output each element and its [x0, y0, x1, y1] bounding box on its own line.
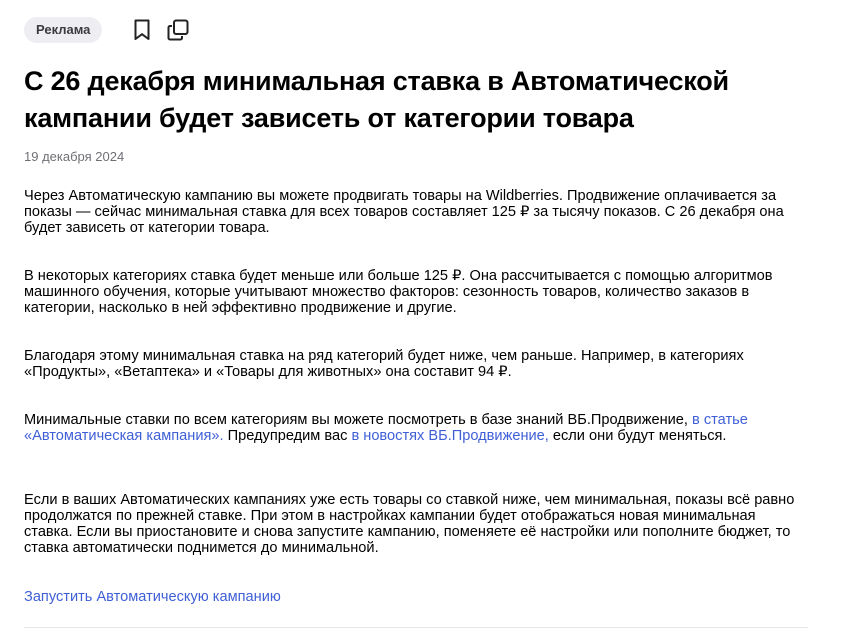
- bottom-divider: [24, 627, 808, 628]
- promotion-news-link[interactable]: в новостях ВБ.Продвижение,: [351, 428, 549, 444]
- copy-icon: [167, 19, 189, 41]
- article-paragraph-2: В некоторых категориях ставка будет меньше или больше 125 ₽. Она рассчитывается с помощью алгоритмов машинного обучения, которые учитывают множество факторов: сезонность товаров, количество заказов в категории, насколько в ней эффективно продвижение и другие.: [24, 268, 773, 316]
- article-paragraph-4: [24, 412, 808, 444]
- ad-badge: Реклама: [24, 17, 102, 43]
- article-title: С 26 декабря минимальная ставка в Автоматической кампании будет зависеть от категории товара: [24, 66, 729, 133]
- article-paragraph-3: Благодаря этому минимальная ставка на ряд категорий будет ниже, чем раньше. Например, в категориях «Продукты», «Ветаптека» и «Товары для животных» она составит 94 ₽.: [24, 348, 744, 380]
- article-toolbar: [24, 17, 190, 43]
- copy-link-button[interactable]: [166, 18, 190, 42]
- bookmark-icon: [133, 19, 151, 41]
- paragraph-4-text-end: если они будут меняться.: [548, 428, 727, 444]
- bookmark-button[interactable]: [130, 18, 154, 42]
- article-paragraph-5: Если в ваших Автоматических кампаниях уже есть товары со ставкой ниже, чем минимальная, показы всё равно продолжатся по прежней ставке. При этом в настройках кампании будет отображаться новая минимальная ставка. Если вы приостановите и снова запустите кампанию, поменяете её настройки или пополните бюджет, то ставка автоматически поднимется до минимальной.: [24, 492, 795, 556]
- paragraph-4-text-start: Минимальные ставки по всем категориям вы можете посмотреть в базе знаний ВБ.Продвижение,: [24, 412, 693, 428]
- article-date: 19 декабря 2024: [24, 149, 125, 164]
- paragraph-4-text-middle: Предупредим вас: [223, 428, 352, 444]
- article-paragraph-1: Через Автоматическую кампанию вы можете продвигать товары на Wildberries. Продвижение оплачивается за показы — сейчас минимальная ставка для всех товаров составляет 125 ₽ за тысячу показов. С 26 декабря она будет зависеть от категории товара.: [24, 188, 784, 236]
- launch-automatic-campaign-link[interactable]: Запустить Автоматическую кампанию: [24, 589, 281, 605]
- automatic-campaign-article-link[interactable]: в статье «Автоматическая кампания».: [24, 412, 748, 444]
